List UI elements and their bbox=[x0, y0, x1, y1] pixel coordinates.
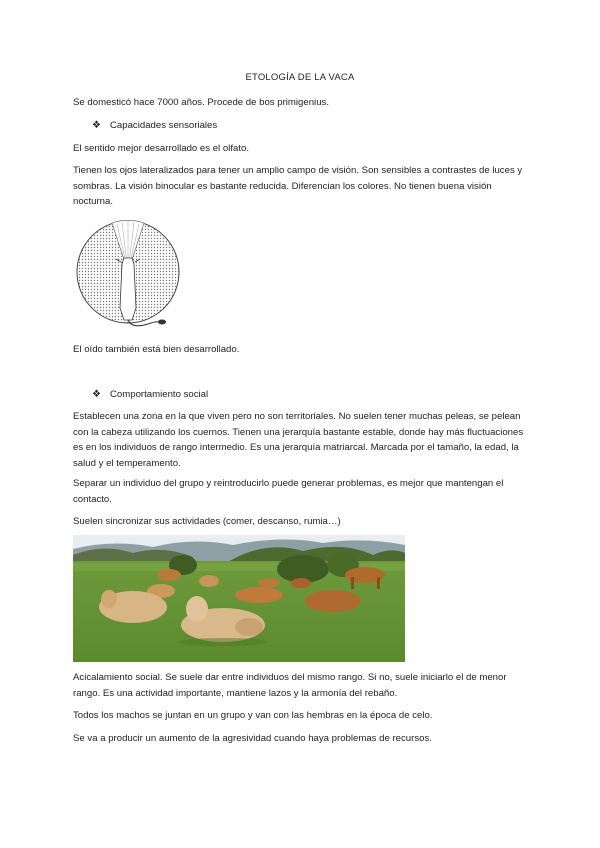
section-heading-sensory bbox=[92, 118, 217, 133]
section-heading-label: Comportamiento social bbox=[110, 389, 209, 400]
paragraph-separar: Separar un individuo del grupo y reintroducirlo puede generar problemas, es mejor que mantengan el contacto. bbox=[73, 478, 504, 505]
section-heading-label: Capacidades sensoriales bbox=[110, 120, 218, 131]
intro-paragraph: Se domesticó hace 7000 años. Procede de bos primigenius. bbox=[73, 97, 329, 108]
paragraph-machos: Todos los machos se juntan en un grupo y van con las hembras en la época de celo. bbox=[73, 710, 433, 721]
paragraph-sincronizar: Suelen sincronizar sus actividades (comer, descanso, rumia…) bbox=[73, 516, 341, 527]
diamond-bullet-icon: ❖ bbox=[92, 120, 101, 131]
cows-pasture-photo bbox=[73, 535, 405, 662]
cow-visual-field-diagram bbox=[72, 216, 184, 336]
paragraph-vision: Tienen los ojos lateralizados para tener un amplio campo de visión. Son sensibles a contrastes de luces y sombras. La visión binocular es bastante reducida. Diferencian los colores. No tienen buena visión nocturna. bbox=[73, 165, 523, 207]
document-title: ETOLOGÍA DE LA VACA bbox=[245, 72, 355, 83]
paragraph-olfato: El sentido mejor desarrollado es el olfato. bbox=[73, 143, 249, 154]
diamond-bullet-icon: ❖ bbox=[92, 389, 101, 400]
paragraph-agresividad: Se va a producir un aumento de la agresividad cuando haya problemas de recursos. bbox=[73, 733, 432, 744]
paragraph-oido: El oído también está bien desarrollado. bbox=[73, 344, 240, 355]
paragraph-territorio: Establecen una zona en la que viven pero no son territoriales. No suelen tener muchas peleas, se pelean con la cabeza utilizando los cuernos. Tienen una jerarquía bastante estable, donde hay más fluctuaciones es en los individuos de rango intermedio. Es una jerarquía matriarcal. Marcada por el tamaño, la edad, la salud y el temperamento. bbox=[73, 411, 524, 469]
paragraph-acicalamiento: Acicalamiento social. Se suele dar entre individuos del mismo rango. Si no, suele iniciarlo el de menor rango. Es una actividad importante, mantiene lazos y la armonía del rebaño. bbox=[73, 672, 507, 699]
section-heading-social bbox=[92, 387, 208, 402]
